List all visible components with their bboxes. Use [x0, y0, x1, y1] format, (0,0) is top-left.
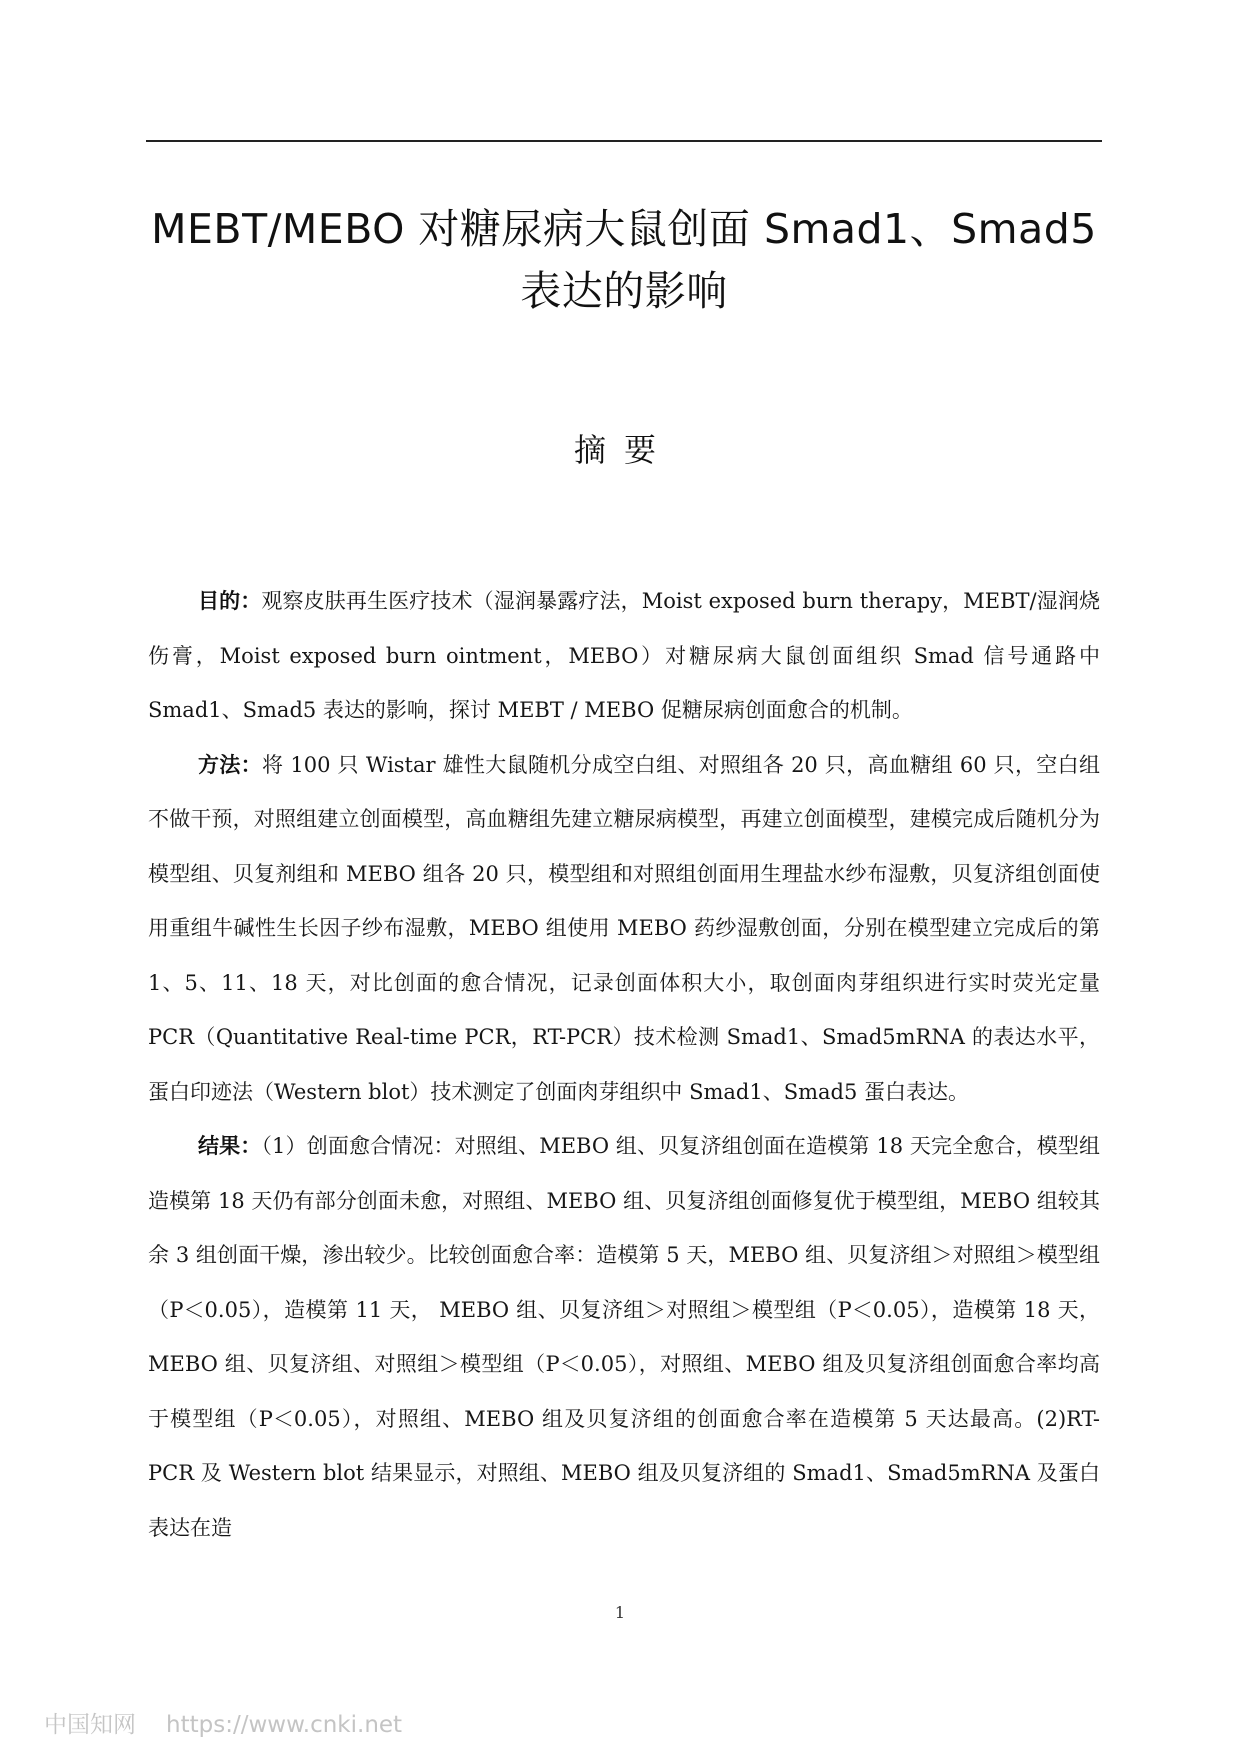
objective-label: 目的： — [198, 589, 262, 613]
watermark-site-name: 中国知网 — [44, 1712, 136, 1738]
methods-label: 方法： — [198, 752, 263, 777]
abstract-results — [148, 1119, 1100, 1555]
abstract-methods — [148, 738, 1100, 1120]
methods-text: 将 100 只 Wistar 雄性大鼠随机分成空白组、对照组各 20 只，高血糖组 60 只，空白组不做干预，对照组建立创面模型，高血糖组先建立糖尿病模型，再建立创面模型，建模完成后随机分为模型组、贝复剂组和 MEBO 组各 20 只，模型组和对照组创面用生理盐水纱布湿敷，贝复济组创面使用重组牛碱性生长因子纱布湿敷，MEBO 组使用 MEBO 药纱湿敷创面，分别在模型建立完成后的第 1、5、11、18 天，对比创面的愈合情况，记录创面体积大小，取创面肉芽组织进行实时荧光定量 PCR（Quantitative Real-time PCR，RT-PCR）技术检测 Smad1、Smad5mRNA 的表达水平，蛋白印迹法（Western blot）技术测定了创面肉芽组织中 Smad1、Smad5 蛋白表达。 — [148, 752, 1100, 1104]
abstract-objective — [148, 574, 1100, 738]
abstract-body — [148, 574, 1100, 1555]
paper-title: MEBT/MEBO 对糖尿病大鼠创面 Smad1、Smad5 表达的影响 — [151, 205, 1097, 315]
header-rule — [146, 140, 1102, 142]
cnki-watermark — [44, 1706, 402, 1739]
objective-text: 观察皮肤再生医疗技术（湿润暴露疗法，Moist exposed burn therapy，MEBT/湿润烧伤膏，Moist exposed burn ointment，MEBO）对糖尿病大鼠创面组织 Smad 信号通路中 Smad1、Smad5 表达的影响，探讨 MEBT / MEBO 促糖尿病创面愈合的机制。 — [148, 589, 1100, 722]
watermark-url: https://www.cnki.net — [166, 1712, 403, 1738]
page-number: 1 — [614, 1603, 626, 1622]
results-text: （1）创面愈合情况：对照组、MEBO 组、贝复济组创面在造模第 18 天完全愈合，模型组造模第 18 天仍有部分创面未愈，对照组、MEBO 组、贝复济组创面修复优于模型组，MEBO 组较其余 3 组创面干燥，渗出较少。比较创面愈合率：造模第 5 天，MEBO 组、贝复济组＞对照组＞模型组（P＜0.05），造模第 11 天， MEBO 组、贝复济组＞对照组＞模型组（P＜0.05），造模第 18 天， MEBO 组、贝复济组、对照组＞模型组（P＜0.05），对照组、MEBO 组及贝复济组创面愈合率均高于模型组（P＜0.05），对照组、MEBO 组及贝复济组的创面愈合率在造模第 5 天达最高。(2)RT-PCR 及 Western blot 结果显示，对照组、MEBO 组及贝复济组的 Smad1、Smad5mRNA 及蛋白表达在造 — [148, 1134, 1100, 1540]
results-label: 结果： — [198, 1134, 262, 1158]
abstract-heading: 摘要 — [573, 431, 674, 469]
